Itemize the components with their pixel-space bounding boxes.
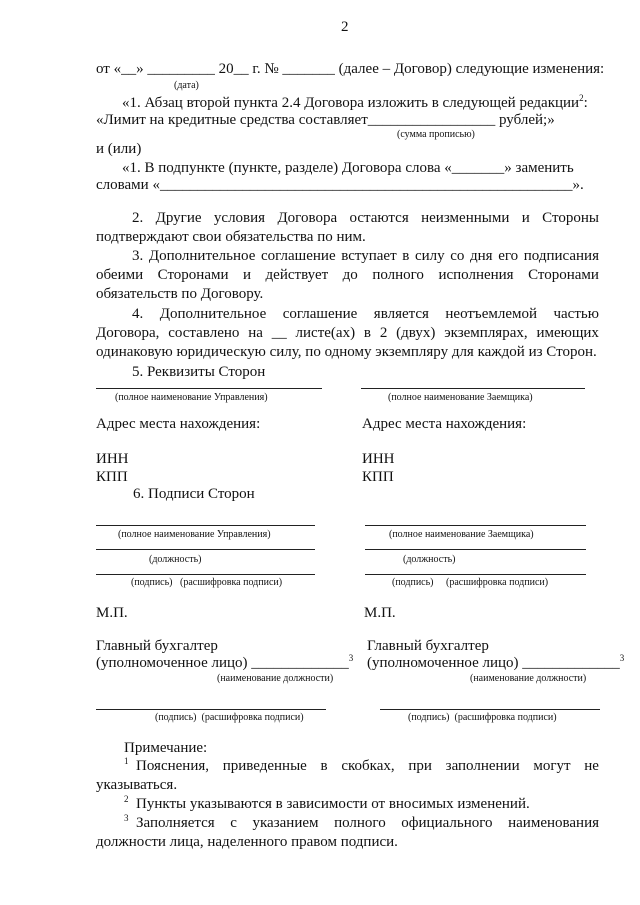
position-right-note: (должность) — [403, 554, 456, 565]
address-label-right: Адрес места нахождения: — [362, 416, 527, 432]
requisites-right-note: (полное наименование Заемщика) — [388, 392, 533, 403]
item4-line2: Договора, составлено на __ листе(ах) в 2 (двух) экземплярах, имеющих — [96, 325, 599, 341]
item4-line1: 4. Дополнительное соглашение является неотъемлемой частью — [132, 306, 599, 322]
note3-line2: должности лица, наделенного правом подписи. — [96, 834, 398, 850]
footnote-mark-2: 2 — [124, 794, 129, 804]
section6-title: 6. Подписи Сторон — [133, 486, 255, 502]
date-note: (дата) — [174, 80, 199, 91]
address-label-left: Адрес места нахождения: — [96, 416, 261, 432]
inn-right: ИНН — [362, 451, 395, 467]
accountant-sign-left-line — [96, 709, 326, 710]
item1a-line1: «1. Абзац второй пункта 2.4 Договора изложить в следующей редакции$^2$: — [122, 93, 588, 111]
item4-line3: одинаковую юридическую силу, по одному экземпляру для каждой из Сторон. — [96, 344, 597, 360]
signature-right-line — [365, 574, 586, 575]
requisites-right-line — [361, 388, 585, 389]
item2-line2: подтверждают свои обязательства по ним. — [96, 229, 366, 245]
note1-line2: указываться. — [96, 777, 178, 793]
accountant-sign-right-line — [380, 709, 600, 710]
footnote-mark-3: 3 — [124, 813, 129, 823]
amount-note: (сумма прописью) — [397, 129, 475, 140]
sign-name-right-note: (полное наименование Заемщика) — [389, 529, 534, 540]
position-left-line — [96, 549, 315, 550]
kpp-left: КПП — [96, 469, 128, 485]
section5-title: 5. Реквизиты Сторон — [132, 364, 266, 380]
requisites-left-note: (полное наименование Управления) — [115, 392, 268, 403]
footnote-ref-2: 2 — [579, 93, 584, 103]
signature-right-note: (подпись) (расшифровка подписи) — [392, 577, 549, 588]
and-or: и (или) — [96, 141, 142, 157]
page-number: 2 — [341, 19, 349, 35]
footnote-ref-3: 3 — [348, 653, 354, 663]
sign-name-left-note: (полное наименование Управления) — [118, 529, 271, 540]
note1-line1: $^1$ Пояснения, приведенные в скобках, при заполнении могут не — [124, 756, 599, 774]
seal-right: М.П. — [364, 605, 396, 621]
note3-line1: $^3$ Заполняется с указанием полного официального наименования — [124, 813, 599, 831]
accountant-sign-right-note: (подпись) (расшифровка подписи) — [408, 712, 557, 723]
item3-line3: обязательств по Договору. — [96, 286, 264, 302]
footnote-ref-3: 3 — [619, 653, 625, 663]
authorized-left: (уполномоченное лицо) _____________$^3$ — [96, 653, 354, 671]
item1b-line1: «1. В подпункте (пункте, разделе) Договора слова «_______» заменить — [122, 160, 574, 176]
header-line: от «__» _________ 20__ г. № _______ (далее – Договор) следующие изменения: — [96, 61, 605, 77]
item3-line2: обеими Сторонами и действует до полного исполнения Сторонами — [96, 267, 599, 283]
position-name-left-note: (наименование должности) — [217, 673, 334, 684]
signature-left-line — [96, 574, 315, 575]
signature-left-note: (подпись) (расшифровка подписи) — [131, 577, 283, 588]
item1b-line2: словами «_______________________________________________________». — [96, 177, 584, 193]
position-left-note: (должность) — [149, 554, 202, 565]
sign-name-left-line — [96, 525, 315, 526]
accountant-sign-left-note: (подпись) (расшифровка подписи) — [155, 712, 304, 723]
sign-name-right-line — [365, 525, 586, 526]
position-name-right-note: (наименование должности) — [470, 673, 587, 684]
item1a-line2: «Лимит на кредитные средства составляет_________________ рублей;» — [96, 112, 555, 128]
note2: $^2$ Пункты указываются в зависимости от вносимых изменений. — [124, 794, 530, 812]
item2-line1: 2. Другие условия Договора остаются неизменными и Стороны — [132, 210, 599, 226]
notes-title: Примечание: — [124, 740, 208, 756]
position-right-line — [365, 549, 586, 550]
chief-accountant-left: Главный бухгалтер — [96, 638, 218, 654]
seal-left: М.П. — [96, 605, 128, 621]
inn-left: ИНН — [96, 451, 129, 467]
requisites-left-line — [96, 388, 322, 389]
chief-accountant-right: Главный бухгалтер — [367, 638, 489, 654]
footnote-mark-1: 1 — [124, 756, 129, 766]
authorized-right: (уполномоченное лицо) _____________$^3$ — [367, 653, 625, 671]
kpp-right: КПП — [362, 469, 394, 485]
item3-line1: 3. Дополнительное соглашение вступает в силу со дня его подписания — [132, 248, 599, 264]
